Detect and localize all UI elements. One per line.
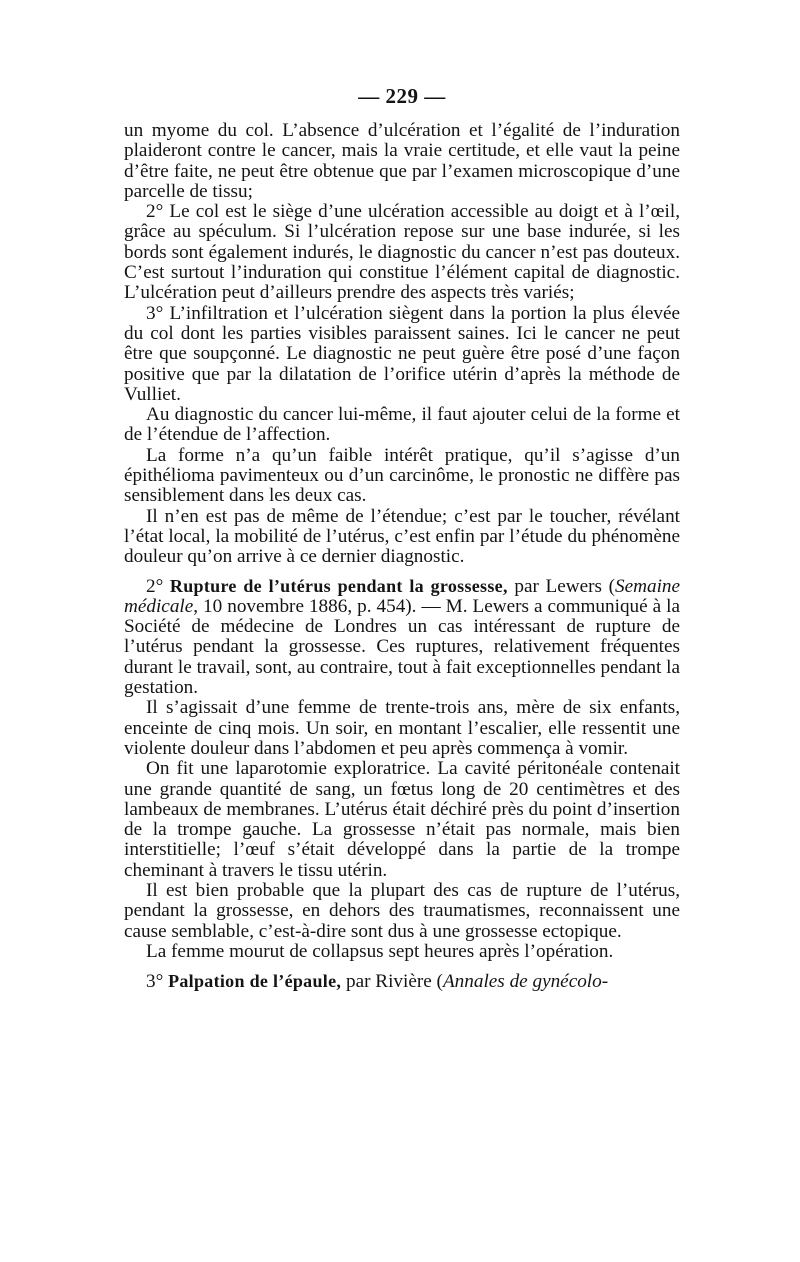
section-2-title: Rupture de l’utérus pendant la grossesse,: [169, 575, 508, 596]
section-2-journal: Semaine médicale: [124, 575, 681, 617]
section-2-outcome-paragraph: La femme mourut de collapsus sept heures après l’opération.: [146, 940, 614, 962]
paragraph-extent: Il n’en est pas de même de l’étendue; c’est par le toucher, révélant l’état local, la mobilité de l’utérus, c’est enfin par l’étude du phénomène douleur qu’on arrive à ce dernier diagnostic.: [124, 505, 680, 568]
section-2-number: 2°: [146, 575, 164, 597]
document-page: [124, 84, 680, 992]
section-3-journal: Annales de gynécolo-: [442, 971, 609, 993]
section-2-reference: , 10 novembre 1886, p. 454). — M. Lewers a communiqué à la Société de médecine de Londres un cas intéressant de rupture de l’utérus pendant la grossesse. Ces ruptures, relativement fréquentes durant le travail, sont, au contraire, tout à fait exceptionnelles pendant la gestation.: [124, 595, 680, 699]
paragraph-point-2: 2° Le col est le siège d’une ulcération accessible au doigt et à l’œil, grâce au spéculum. Si l’ulcération repose sur une base indurée, si les bords sont également indurés, le diagnostic du cancer n’est pas douteux. C’est surtout l’induration qui constitue l’élément capital de diagnostic. L’ulcération peut d’ailleurs prendre des aspects très variés;: [124, 201, 680, 304]
section-2-heading-paragraph: [124, 576, 680, 699]
section-3-title: Palpation de l’épaule,: [168, 971, 342, 992]
section-2-case-paragraph: Il s’agissait d’une femme de trente-trois ans, mère de six enfants, enceinte de cinq mois. Un soir, en montant l’escalier, elle ressentit une violente douleur dans l’abdomen et peu après commença à vomir.: [124, 697, 680, 759]
paragraph-continuation: un myome du col. L’absence d’ulcération et l’égalité de l’induration plaideront contre le cancer, mais la vraie certitude, et elle vaut la peine d’être faite, ne peut être obtenue que par l’examen microscopique d’une parcelle de tissu;: [124, 120, 680, 202]
paragraph-point-3: 3° L’infiltration et l’ulcération siègent dans la portion la plus élevée du col dont les parties visibles paraissent saines. Ici le cancer ne peut être que soupçonné. Le diagnostic ne peut guère être posé d’une façon positive que par la dilatation de l’orifice utérin d’après la méthode de Vulliet.: [124, 302, 680, 405]
page-number: — 229 —: [358, 84, 446, 108]
section-3-author: par Rivière (: [345, 971, 443, 993]
section-3-heading-paragraph: [124, 971, 680, 992]
section-2-laparotomy-paragraph: On fit une laparotomie exploratrice. La cavité péritonéale contenait une grande quantité de sang, un fœtus long de 20 centimètres et des lambeaux de membranes. L’utérus était déchiré près du point d’insertion de la trompe gauche. La grossesse n’était pas normale, mais bien interstitielle; l’œuf s’était développé dans la partie de la trompe cheminant à travers le tissu utérin.: [124, 758, 680, 881]
paragraph-diagnosis-extent: Au diagnostic du cancer lui-même, il faut ajouter celui de la forme et de l’étendue de l’affection.: [124, 404, 680, 446]
paragraph-form: La forme n’a qu’un faible intérêt pratique, qu’il s’agisse d’un épithélioma pavimenteux ou d’un carcinôme, le pronostic ne diffère pas sensiblement dans les deux cas.: [124, 444, 680, 507]
section-2-author: par Lewers (: [514, 575, 616, 597]
section-2-probable-paragraph: Il est bien probable que la plupart des cas de rupture de l’utérus, pendant la grossesse, en dehors des traumatismes, reconnaissent une cause semblable, c’est-à-dire sont dus à une grossesse ectopique.: [124, 879, 680, 942]
section-3-number: 3°: [146, 971, 164, 993]
